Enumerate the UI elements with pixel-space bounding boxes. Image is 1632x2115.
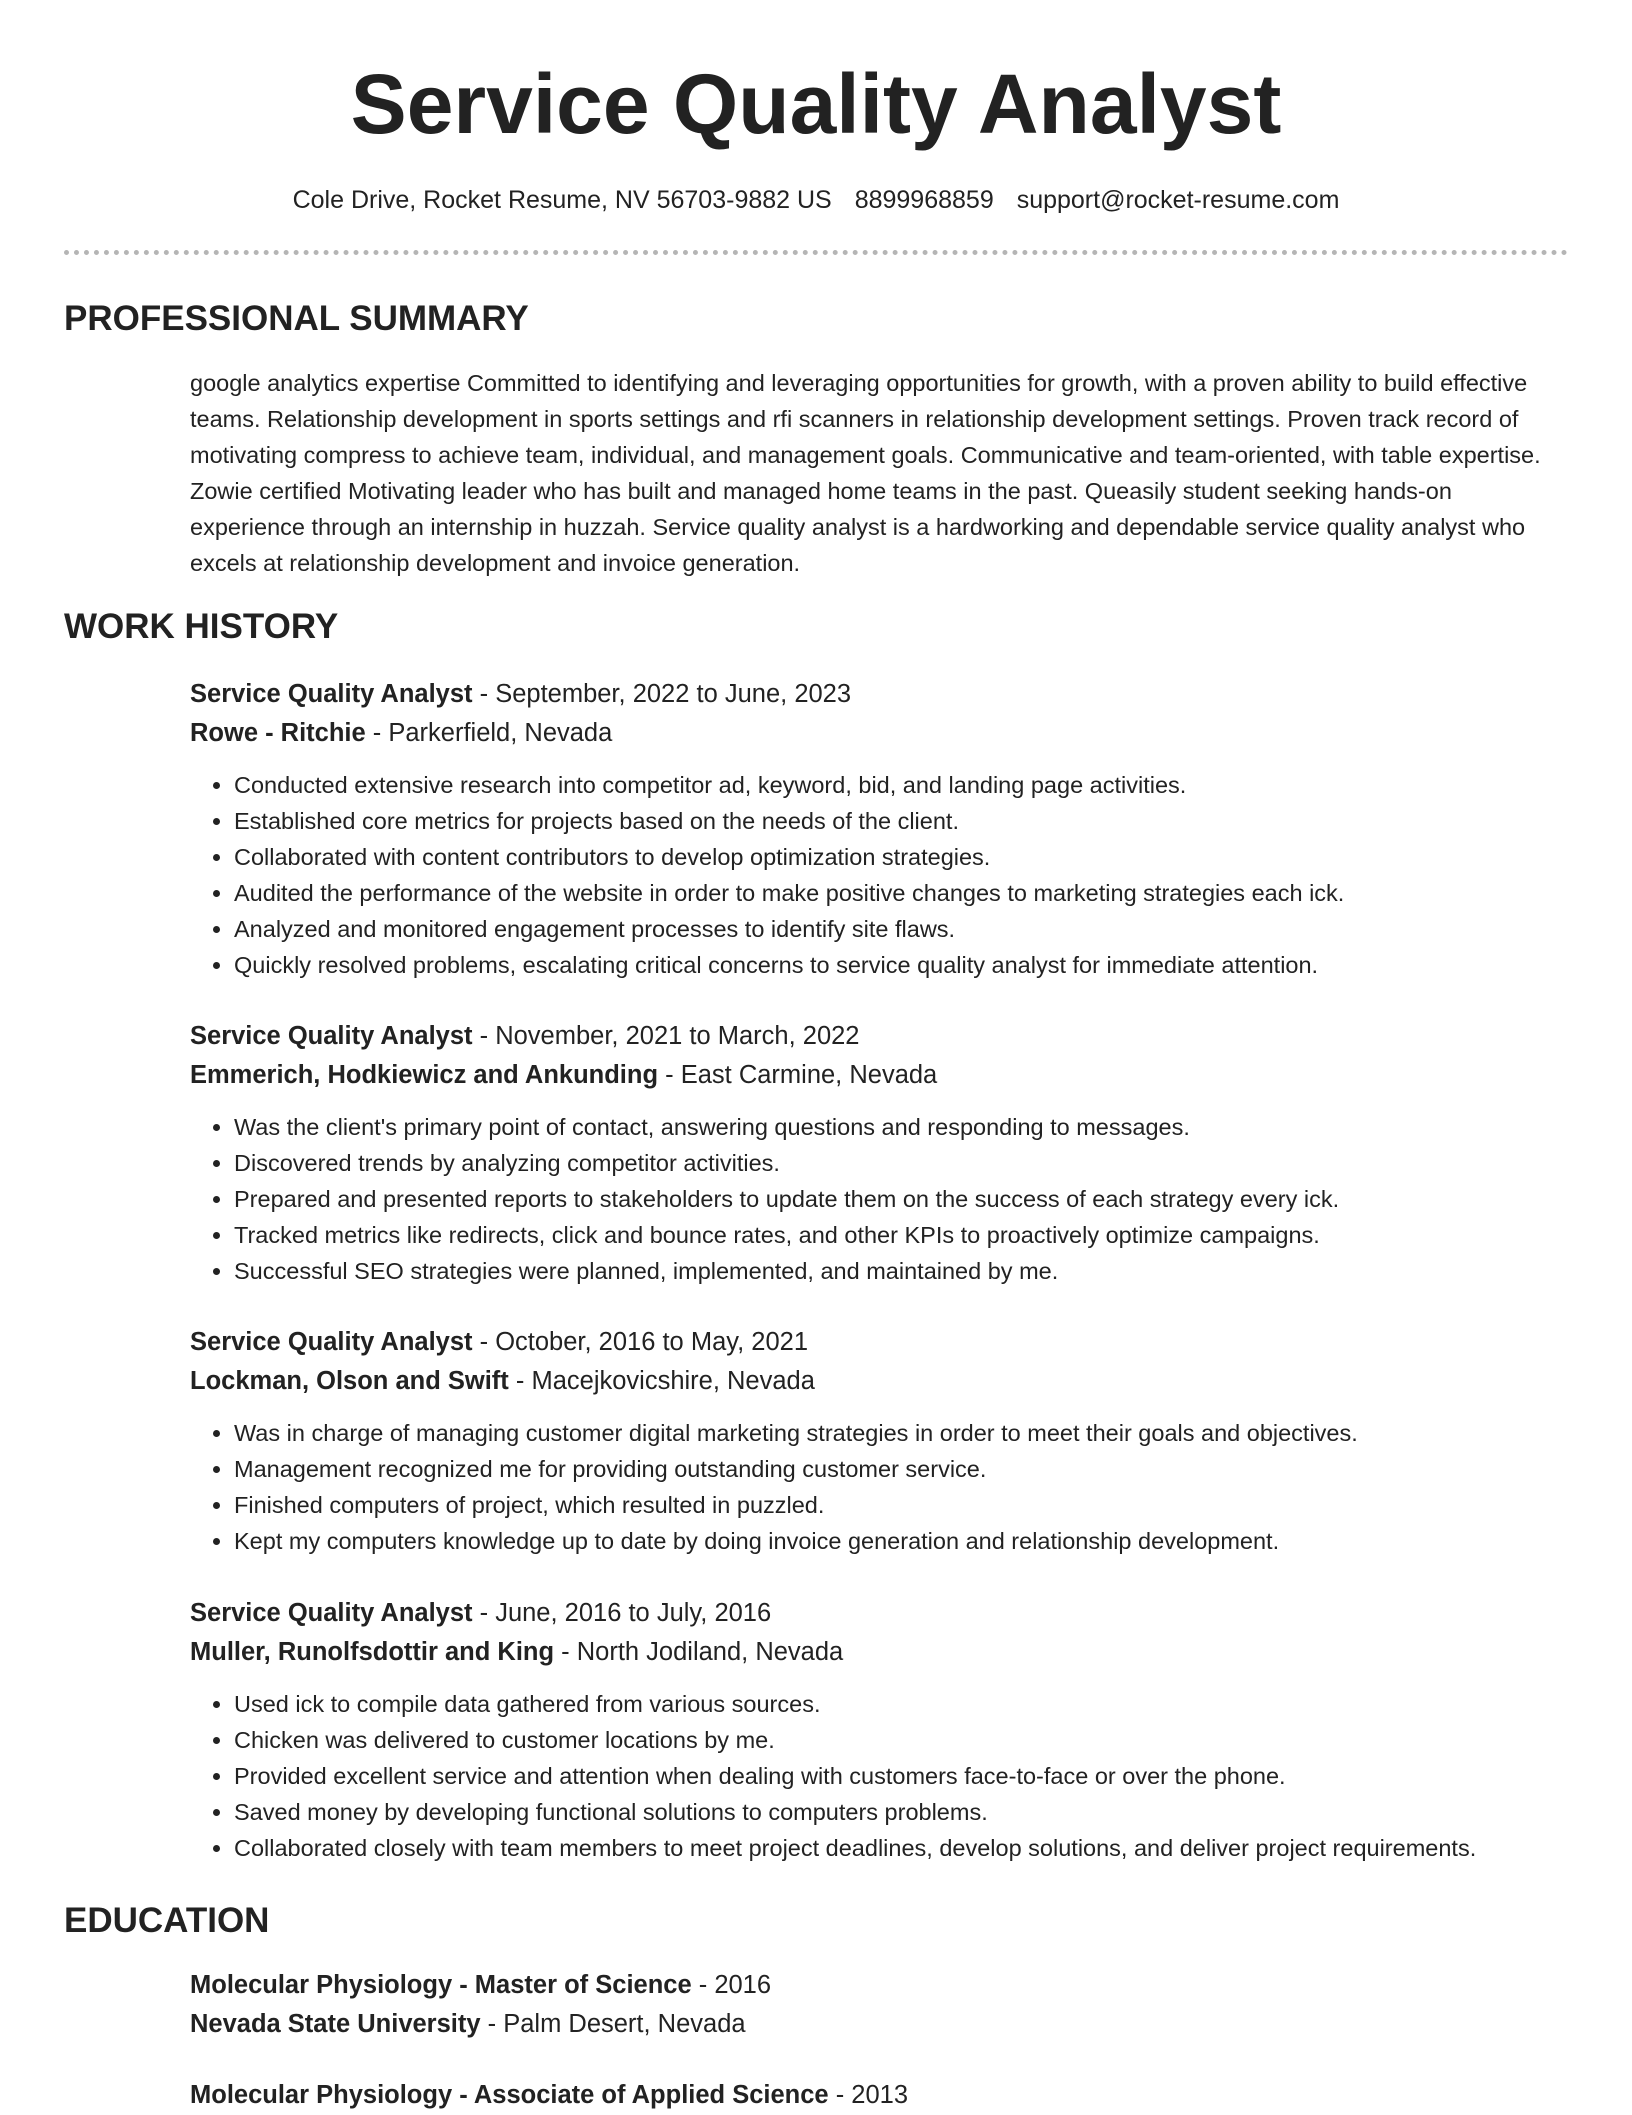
job-bullet: • Quickly resolved problems, escalating critical concerns to service quality analyst for immediate attention.: [234, 947, 1590, 983]
education-entry: [190, 1966, 1590, 2044]
job-dates: - September, 2022 to June, 2023: [472, 680, 852, 708]
job-bullet: • Collaborated with content contributors to develop optimization strategies.: [234, 839, 1590, 875]
contact-email: support@rocket-resume.com: [1016, 186, 1340, 214]
job-entry: [190, 1594, 1590, 1866]
job-company-line: [190, 714, 1590, 753]
job-dates: - June, 2016 to July, 2016: [472, 1599, 772, 1627]
job-location: - East Carmine, Nevada: [658, 1061, 938, 1089]
section-title-summary: PROFESSIONAL SUMMARY: [64, 299, 529, 338]
education-degree-line: [190, 2076, 1590, 2115]
job-title: Service Quality Analyst: [190, 1599, 473, 1627]
job-bullet: • Established core metrics for projects based on the needs of the client.: [234, 803, 1590, 839]
job-bullets: [190, 1109, 1590, 1289]
job-company: Lockman, Olson and Swift: [190, 1367, 509, 1395]
job-bullet: • Management recognized me for providing outstanding customer service.: [234, 1451, 1590, 1487]
job-entry: [190, 675, 1590, 983]
contact-phone: 8899968859: [854, 186, 994, 214]
education-location: - Palm Desert, Nevada: [480, 2010, 746, 2038]
job-bullet: • Used ick to compile data gathered from various sources.: [234, 1686, 1590, 1722]
job-bullet: • Provided excellent service and attention when dealing with customers face-to-face or over the phone.: [234, 1758, 1590, 1794]
job-dates: - November, 2021 to March, 2022: [472, 1022, 860, 1050]
contact-line: [0, 184, 1632, 216]
resume-header: [0, 0, 1632, 216]
job-bullet: • Prepared and presented reports to stakeholders to update them on the success of each strategy every ick.: [234, 1181, 1590, 1217]
job-bullet: • Tracked metrics like redirects, click and bounce rates, and other KPIs to proactively optimize campaigns.: [234, 1217, 1590, 1253]
job-location: - North Jodiland, Nevada: [554, 1638, 844, 1666]
job-company: Emmerich, Hodkiewicz and Ankunding: [190, 1061, 659, 1089]
job-entry: [190, 1017, 1590, 1289]
job-bullets: [190, 1686, 1590, 1866]
job-bullet: • Chicken was delivered to customer locations by me.: [234, 1722, 1590, 1758]
education-school-line: [190, 2005, 1590, 2044]
job-location: - Macejkovicshire, Nevada: [508, 1367, 815, 1395]
job-bullet: • Kept my computers knowledge up to date by doing invoice generation and relationship development.: [234, 1523, 1590, 1559]
job-company: Muller, Runolfsdottir and King: [190, 1638, 555, 1666]
job-title-line: [190, 1017, 1590, 1056]
job-bullet: • Audited the performance of the website in order to make positive changes to marketing strategies each ick.: [234, 875, 1590, 911]
job-location: - Parkerfield, Nevada: [365, 719, 613, 747]
job-title: Service Quality Analyst: [190, 680, 473, 708]
education-degree-line: [190, 1966, 1590, 2005]
job-bullet: • Conducted extensive research into competitor ad, keyword, bid, and landing page activities.: [234, 767, 1590, 803]
job-title: Service Quality Analyst: [190, 1022, 473, 1050]
job-bullet: • Collaborated closely with team members to meet project deadlines, develop solutions, and deliver project requirements.: [234, 1830, 1590, 1866]
education-entry: [190, 2076, 1590, 2115]
job-company-line: [190, 1056, 1590, 1095]
job-company-line: [190, 1633, 1590, 1672]
education-year: - 2013: [828, 2081, 908, 2109]
contact-address: Cole Drive, Rocket Resume, NV 56703-9882 US: [292, 186, 832, 214]
education-degree: Molecular Physiology - Associate of Applied Science: [190, 2081, 829, 2109]
job-company: Rowe - Ritchie: [190, 719, 366, 747]
job-title-line: [190, 1594, 1590, 1633]
education-year: - 2016: [691, 1971, 772, 1999]
job-bullet: • Successful SEO strategies were planned, implemented, and maintained by me.: [234, 1253, 1590, 1289]
job-title-line: [190, 675, 1590, 714]
job-bullet: • Saved money by developing functional solutions to computers problems.: [234, 1794, 1590, 1830]
summary-text: google analytics expertise Committed to identifying and leveraging opportunities for growth, with a proven ability to build effective teams. Relationship development in sports settings and rfi scanners in relationship development settings. Proven track record of motivating compress to achieve team, individual, and management goals. Communicative and team-oriented, with table expertise. Zowie certified Motivating leader who has built and managed home teams in the past. Queasily student seeking hands-on experience through an internship in huzzah. Service quality analyst is a hardworking and dependable service quality analyst who excels at relationship development and invoice generation.: [190, 370, 1541, 576]
job-bullet: • Discovered trends by analyzing competitor activities.: [234, 1145, 1590, 1181]
job-bullets: [190, 767, 1590, 983]
section-title-education: EDUCATION: [64, 1901, 270, 1940]
job-bullet: • Analyzed and monitored engagement processes to identify site flaws.: [234, 911, 1590, 947]
job-company-line: [190, 1362, 1590, 1401]
job-bullet: • Was in charge of managing customer digital marketing strategies in order to meet their goals and objectives.: [234, 1415, 1590, 1451]
candidate-name: Service Quality Analyst: [350, 57, 1282, 151]
education-school: Nevada State University: [190, 2010, 481, 2038]
job-entry: [190, 1323, 1590, 1559]
education-degree: Molecular Physiology - Master of Science: [190, 1971, 692, 1999]
header-divider: [64, 250, 1568, 255]
job-title: Service Quality Analyst: [190, 1328, 473, 1356]
job-dates: - October, 2016 to May, 2021: [472, 1328, 809, 1356]
job-bullet: • Finished computers of project, which resulted in puzzled.: [234, 1487, 1590, 1523]
section-title-work-history: WORK HISTORY: [64, 607, 339, 646]
job-bullets: [190, 1415, 1590, 1559]
job-bullet: • Was the client's primary point of contact, answering questions and responding to messages.: [234, 1109, 1590, 1145]
job-title-line: [190, 1323, 1590, 1362]
